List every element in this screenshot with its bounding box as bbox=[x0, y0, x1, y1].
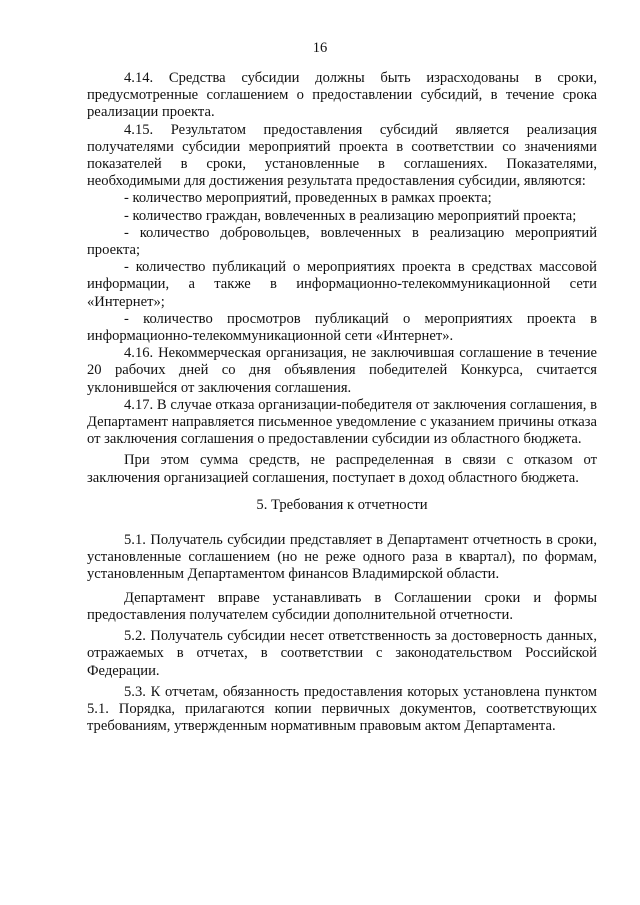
paragraph-4-17: 4.17. В случае отказа организации-победителя от заключения соглашения, в Департамент направляется письменное уведомление с указанием причины отказа от заключения соглашения о предоставлении субсидии из областного бюджета. bbox=[87, 396, 597, 448]
list-item: - количество просмотров публикаций о мероприятиях проекта в информационно-телекоммуникационной сети «Интернет». bbox=[87, 310, 597, 345]
paragraph-5-2: 5.2. Получатель субсидии несет ответственность за достоверность данных, отражаемых в отчетах, в соответствии с законодательством Российской Федерации. bbox=[87, 628, 597, 679]
section-heading: 5. Требования к отчетности bbox=[256, 496, 428, 513]
paragraph-department-rights: Департамент вправе устанавливать в Соглашении сроки и формы предоставления получателем субсидии дополнительной отчетности. bbox=[87, 589, 597, 623]
paragraph-4-16: 4.16. Некоммерческая организация, не заключившая соглашение в течение 20 рабочих дней со дня объявления победителей Конкурса, считается уклонившейся от заключения соглашения. bbox=[87, 345, 597, 396]
list-item: - количество публикаций о мероприятиях проекта в средствах массовой информации, а также в информационно-телекоммуникационной сети «Интернет»; bbox=[87, 259, 597, 310]
paragraph-note: При этом сумма средств, не распределенная в связи с отказом от заключения организацией соглашения, поступает в доход областного бюджета. bbox=[87, 452, 597, 486]
document-body bbox=[87, 70, 597, 735]
paragraph-4-14: 4.14. Средства субсидии должны быть израсходованы в сроки, предусмотренные соглашением о предоставлении субсидий, в течение срока реализации проекта. bbox=[87, 70, 597, 121]
paragraph-5-1: 5.1. Получатель субсидии представляет в Департамент отчетность в сроки, установленные соглашением (но не реже одного раза в квартал), по формам, установленным Департаментом финансов Владимирской области. bbox=[87, 532, 597, 583]
list-item: - количество добровольцев, вовлеченных в реализацию мероприятий проекта; bbox=[87, 224, 597, 259]
list-item: - количество мероприятий, проведенных в рамках проекта; bbox=[124, 190, 492, 207]
paragraph-5-3: 5.3. К отчетам, обязанность предоставления которых установлена пунктом 5.1. Порядка, прилагаются копии первичных документов, соответствующих требованиям, утвержденным нормативным правовым актом Департамента. bbox=[87, 683, 597, 735]
list-item: - количество граждан, вовлеченных в реализацию мероприятий проекта; bbox=[124, 207, 577, 224]
page-number: 16 bbox=[312, 40, 328, 56]
paragraph-4-15: 4.15. Результатом предоставления субсидий является реализация получателями субсидии мероприятий проекта в соответствии со значениями показателей в сроки, установленные в соглашениях. Показателями, необходимыми для достижения результата предоставления субсидии, являются: bbox=[87, 121, 597, 190]
